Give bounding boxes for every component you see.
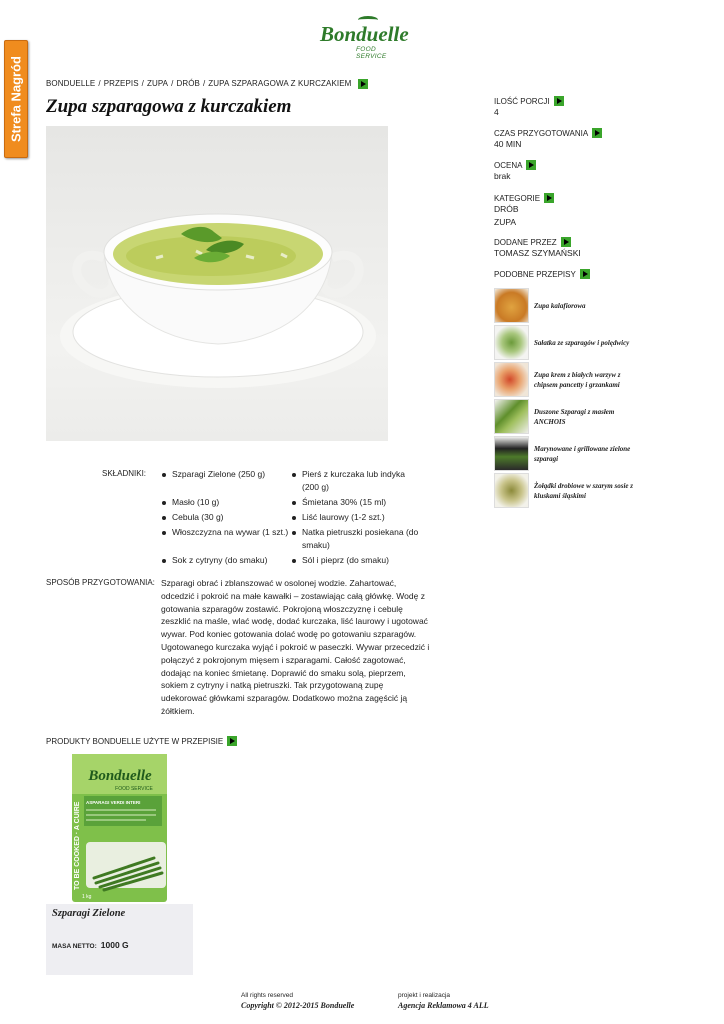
recipe-thumbnail[interactable] [494, 399, 529, 434]
recipe-thumbnail[interactable] [494, 325, 529, 360]
footer-rights: All rights reserved [241, 992, 294, 999]
portions-value: 4 [494, 107, 499, 117]
similar-recipe-title[interactable]: Marynowane i grillowane zielone szparagi [534, 444, 631, 463]
soup-bowl-image [46, 126, 388, 441]
footer-copyright-text: Copyright © 2012-2015 Bonduelle [241, 1001, 355, 1010]
ingredient-item: Natka pietruszki posiekana (do smaku) [290, 526, 420, 552]
product-card[interactable] [46, 750, 193, 975]
similar-recipe-item[interactable] [494, 324, 644, 361]
similar-recipe-item[interactable] [494, 472, 644, 509]
page-title: Zupa szparagowa z kurczakiem [46, 96, 292, 117]
product-name[interactable]: Szparagi Zielone [52, 908, 126, 919]
product-net-weight [52, 940, 129, 950]
ingredients-list [160, 468, 420, 567]
net-weight-value: 1000 G [100, 940, 129, 950]
similar-recipe-item[interactable] [494, 398, 644, 435]
rewards-zone-label: Strefa Nagród [8, 56, 24, 142]
similar-recipe-title[interactable]: Sałatka ze szparagów i polędwicy [534, 338, 630, 347]
similar-recipe-title[interactable]: Zupa kalafiorowa [534, 301, 586, 310]
breadcrumb-item-home[interactable]: BONDUELLE [46, 79, 96, 89]
arrow-right-icon [227, 736, 237, 746]
arrow-right-icon [526, 160, 536, 170]
rating-label: OCENA [494, 160, 523, 170]
ingredient-item: Szparagi Zielone (250 g) [160, 468, 290, 494]
similar-recipes-list [494, 287, 644, 509]
breadcrumb-item-current: ZUPA SZPARAGOWA Z KURCZAKIEM [208, 79, 352, 89]
arrow-right-icon [561, 237, 571, 247]
logo-sub-text: FOOD SERVICE [356, 46, 387, 60]
arrow-right-icon [358, 79, 368, 89]
ingredient-item: Pierś z kurczaka lub indyka (200 g) [290, 468, 420, 494]
ingredient-item: Śmietana 30% (15 ml) [290, 496, 420, 509]
recipe-thumbnail[interactable] [494, 473, 529, 508]
ingredient-item: Cebula (30 g) [160, 511, 290, 524]
similar-recipes-heading [494, 269, 590, 279]
footer-project-label: projekt i realizacja [398, 992, 451, 999]
added-by-value: TOMASZ SZYMAŃSKI [494, 248, 581, 258]
products-label: PRODUKTY BONDUELLE UŻYTE W PRZEPISIE [46, 736, 224, 746]
ingredient-item: Masło (10 g) [160, 496, 290, 509]
arrow-right-icon [580, 269, 590, 279]
ingredient-item: Liść laurowy (1-2 szt.) [290, 511, 420, 524]
rating-value: brak [494, 171, 511, 181]
category-link-poultry[interactable]: DRÓB [494, 204, 519, 214]
breadcrumb: BONDUELLE / PRZEPIS / ZUPA / DRÓB / ZUPA SZPARAGOWA Z KURCZAKIEM [46, 79, 368, 89]
prep-time-label: CZAS PRZYGOTOWANIA [494, 128, 589, 138]
similar-recipe-title[interactable]: Duszone Szparagi z masłem ANCHOIS [534, 407, 615, 426]
footer-agency-link[interactable]: Agencja Reklamowa 4 ALL [398, 1001, 489, 1010]
similar-recipes-label: PODOBNE PRZEPISY [494, 269, 576, 279]
added-by-label: DODANE PRZEZ [494, 237, 557, 247]
arrow-right-icon [544, 193, 554, 203]
similar-recipe-item[interactable] [494, 361, 644, 398]
rewards-zone-tab[interactable] [4, 40, 28, 158]
categories-label: KATEGORIE [494, 193, 541, 203]
rating-block [494, 160, 536, 181]
net-weight-label: MASA NETTO: [52, 943, 97, 950]
svg-text:ASPARAGI VERDI INTERI: ASPARAGI VERDI INTERI [86, 800, 141, 805]
similar-recipe-title[interactable]: Żołądki drobiowe w szarym sosie z kluskami śląskimi [534, 481, 633, 500]
ingredient-item: Włoszczyzna na wywar (1 szt.) [160, 526, 290, 552]
arrow-right-icon [554, 96, 564, 106]
ingredient-item: Sól i pieprz (do smaku) [290, 554, 420, 567]
svg-text:FOOD SERVICE: FOOD SERVICE [115, 786, 153, 792]
category-link-soup[interactable]: ZUPA [494, 217, 517, 227]
logo-brand-text: Bonduelle [320, 22, 409, 46]
ingredient-item: Sok z cytryny (do smaku) [160, 554, 290, 567]
arrow-right-icon [592, 128, 602, 138]
breadcrumb-item-recipe[interactable]: PRZEPIS [103, 79, 139, 89]
asparagus-package-image [46, 750, 193, 904]
categories-block [494, 193, 554, 227]
recipe-thumbnail[interactable] [494, 436, 529, 471]
product-image[interactable] [46, 750, 193, 904]
similar-recipe-item[interactable] [494, 435, 644, 472]
added-by-block [494, 237, 581, 258]
breadcrumb-item-poultry[interactable]: DRÓB [176, 79, 200, 89]
similar-recipe-title[interactable]: Zupa krem z białych warzyw z chipsem pancetty i grzankami [534, 370, 621, 389]
breadcrumb-item-soup[interactable]: ZUPA [146, 79, 169, 89]
portions-label: ILOŚĆ PORCJI [494, 96, 550, 106]
similar-recipe-item[interactable] [494, 287, 644, 324]
prep-time-value: 40 MIN [494, 139, 522, 149]
recipe-photo [46, 126, 388, 441]
prep-time-block [494, 128, 602, 149]
ingredients-label: SKŁADNIKI: [102, 469, 147, 478]
svg-text:Bonduelle: Bonduelle [88, 768, 152, 784]
bonduelle-logo[interactable] [318, 16, 409, 60]
products-heading [46, 736, 237, 746]
method-label: SPOSÓB PRZYGOTOWANIA: [46, 578, 155, 587]
portions-block [494, 96, 564, 117]
svg-text:TO BE COOKED · A CUIRE: TO BE COOKED · A CUIRE [74, 801, 81, 890]
footer-copyright [241, 992, 354, 1010]
recipe-thumbnail[interactable] [494, 288, 529, 323]
svg-text:1 kg: 1 kg [82, 894, 92, 900]
recipe-thumbnail[interactable] [494, 362, 529, 397]
method-text: Szparagi obrać i zblanszować w osolonej wodzie. Zahartować, odcedzić i pokroić na małe kawałki – zostawiając całą główkę. Wodę z gotowania szparagów zostawić. Pokrojoną włoszczyznę i cebulę zeszklić na maśle, wlać wodę, dodać kurczaka, liść laurowy i ugotować wywar. Pod koniec gotowania dolać wodę po gotowaniu szparagów. Ugotowanego kurczaka wyjąć i pokroić w paseczki. Wywar przecedzić i połączyć z pokrojonym mięsem i szparagami. Całość zagotować, dodając na koniec śmietanę. Doprawić do smaku solą, pieprzem, sokiem z cytryny i natką pietruszki. Tak przygotowaną zupę udekorować główkami szparagów. Dodatkowo można zagęścić ją żółtkiem. [161, 578, 430, 716]
footer-agency [398, 992, 489, 1010]
